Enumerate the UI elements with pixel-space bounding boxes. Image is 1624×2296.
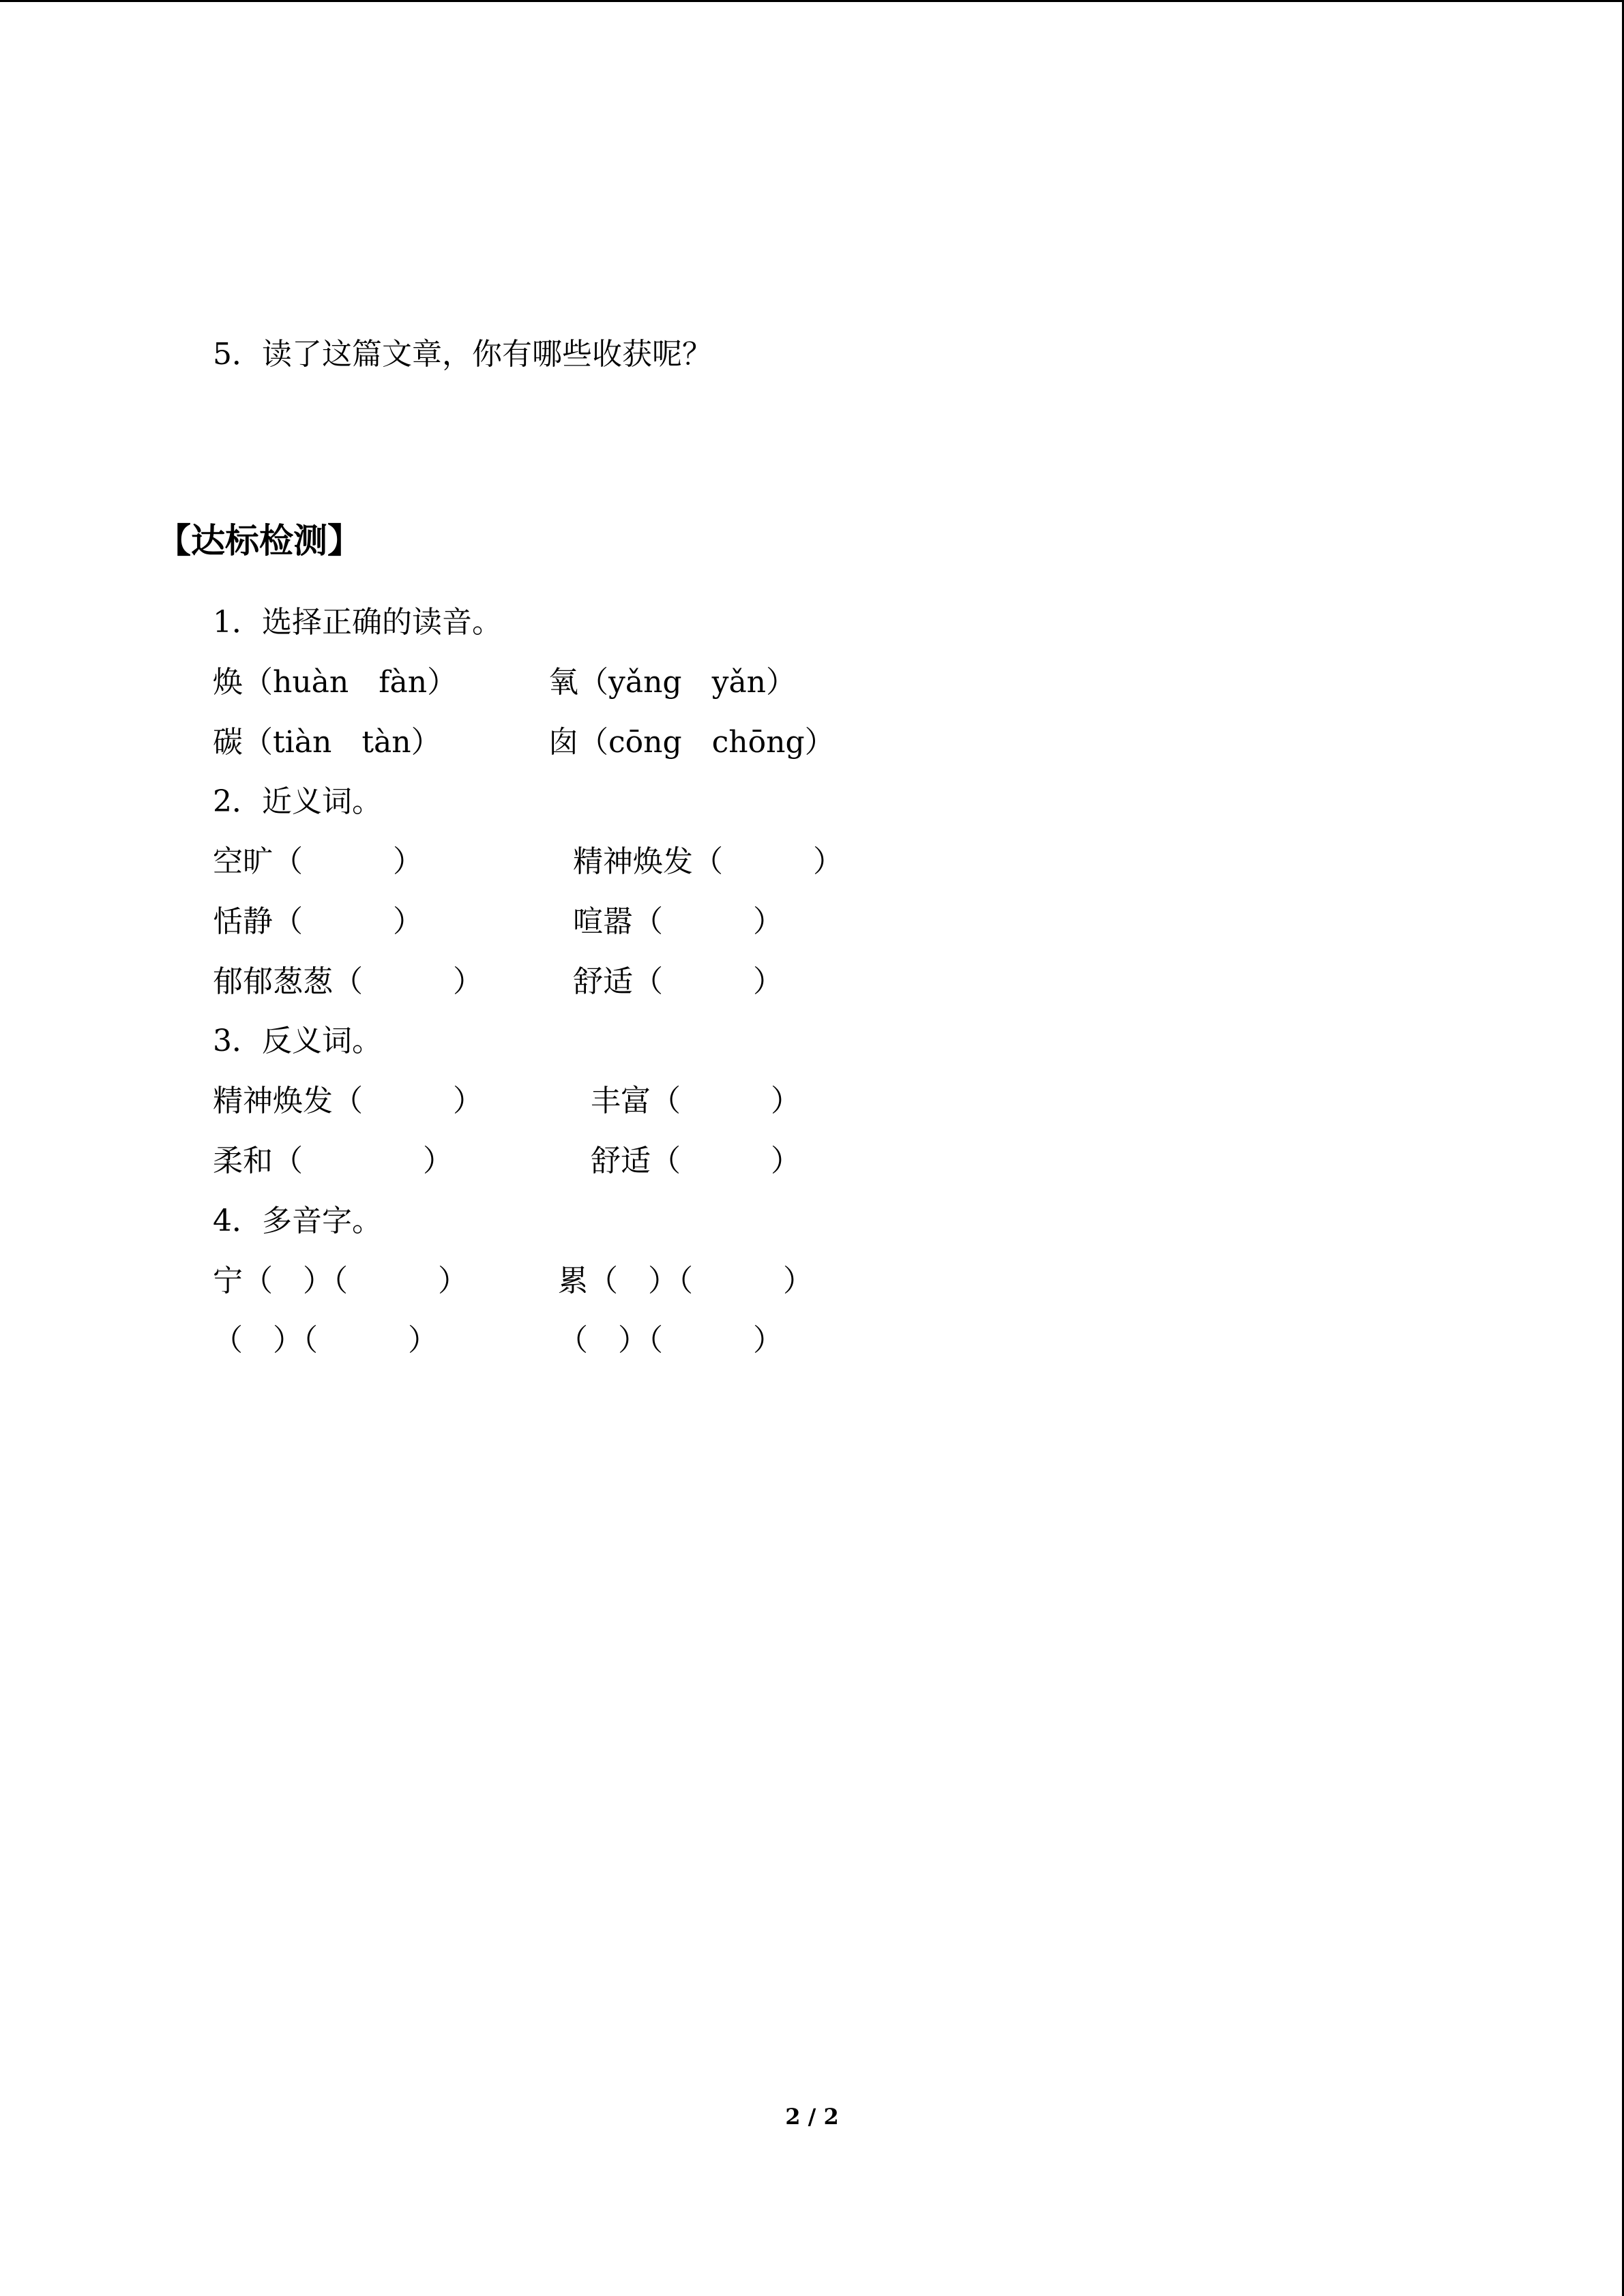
q1-item-huan: 焕（huàn fàn） bbox=[213, 665, 458, 700]
q3-item-jingshenhuanfa: 精神焕发（ ） bbox=[213, 1084, 483, 1118]
q1-title: 1．选择正确的读音。 bbox=[213, 605, 502, 640]
page-number: 2 / 2 bbox=[785, 2104, 839, 2130]
q2-title: 2．近义词。 bbox=[213, 784, 382, 819]
q2-item-kongkuang: 空旷（ ） bbox=[213, 844, 423, 879]
q2-item-xuanxiao: 喧嚣（ ） bbox=[573, 904, 783, 939]
q2-item-jingshenhuanfa: 精神焕发（ ） bbox=[573, 844, 843, 879]
q1-item-yang: 氧（yǎng yǎn） bbox=[548, 665, 797, 700]
question-5: 5．读了这篇文章，你有哪些收获呢？ bbox=[213, 337, 712, 372]
q1-item-tan: 碳（tiàn tàn） bbox=[213, 725, 441, 760]
q3-item-rouhe: 柔和（ ） bbox=[213, 1144, 453, 1178]
q2-item-yuyucongcong: 郁郁葱葱（ ） bbox=[213, 964, 483, 999]
q2-item-shushi: 舒适（ ） bbox=[573, 964, 783, 999]
q1-item-cong: 囱（cōng chōng） bbox=[548, 725, 835, 760]
q3-item-shushi: 舒适（ ） bbox=[591, 1144, 801, 1178]
section-title: 【达标检测】 bbox=[157, 520, 361, 561]
q4-item-blank-left: （ ）（ ） bbox=[213, 1323, 438, 1358]
q2-item-tianjing: 恬静（ ） bbox=[213, 904, 423, 939]
q4-item-blank-right: （ ）（ ） bbox=[558, 1323, 783, 1358]
q4-title: 4．多音字。 bbox=[213, 1204, 382, 1238]
page-top-border bbox=[0, 0, 1624, 2]
q4-item-lei: 累（ ）（ ） bbox=[558, 1264, 813, 1298]
q3-item-fengfu: 丰富（ ） bbox=[591, 1084, 801, 1118]
q4-item-ning: 宁（ ）（ ） bbox=[213, 1264, 468, 1298]
q3-title: 3．反义词。 bbox=[213, 1024, 382, 1058]
